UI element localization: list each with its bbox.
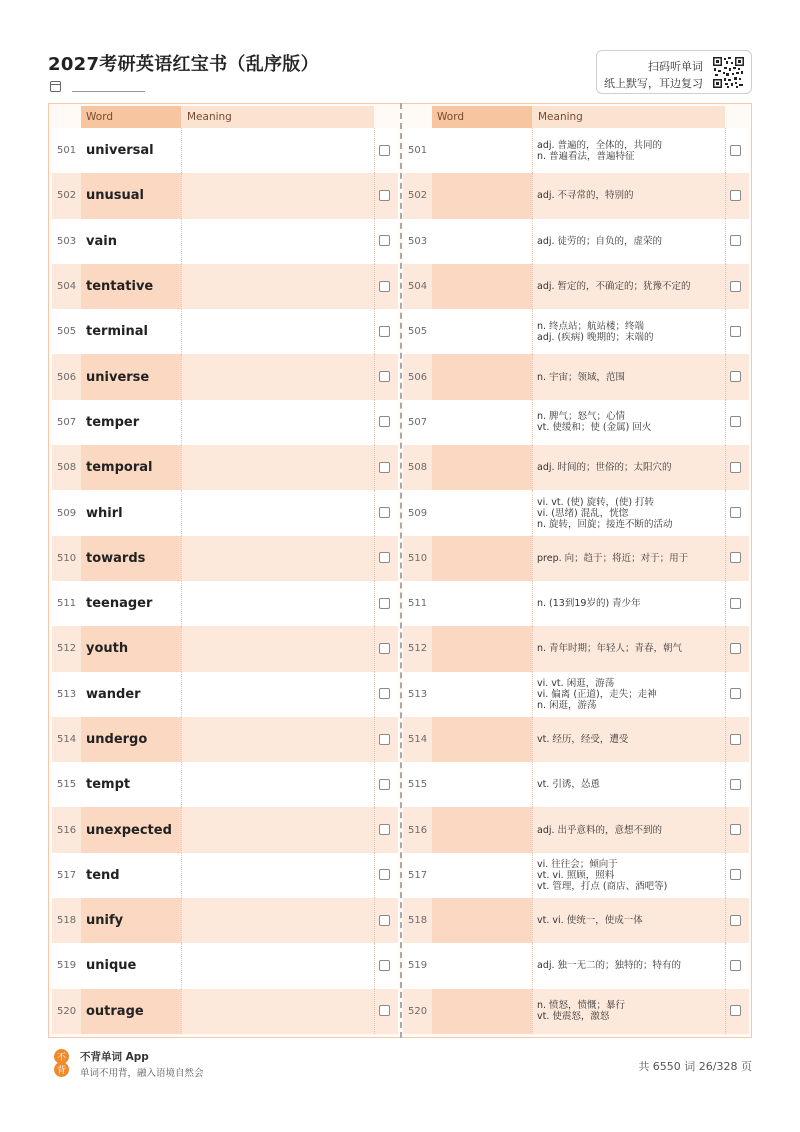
row-number: 520 <box>57 1005 77 1017</box>
qr-caption-line1: 扫码听单词 <box>648 60 703 73</box>
vocab-meaning <box>537 400 723 445</box>
checkbox[interactable] <box>730 734 741 745</box>
table-row <box>403 626 749 671</box>
row-number: 516 <box>408 824 428 836</box>
app-slogan: 单词不用背，融入语境自然会 <box>80 1068 204 1079</box>
row-number: 516 <box>57 824 77 836</box>
meaning-panel-header <box>403 106 749 128</box>
meaning-line: adj. 暂定的，不确定的；犹豫不定的 <box>537 281 691 293</box>
meaning-line: adj. 不寻常的，特别的 <box>537 190 634 202</box>
row-number: 507 <box>57 416 77 428</box>
vocab-word: terminal <box>86 324 148 340</box>
vocab-meaning <box>537 219 723 264</box>
checkbox[interactable] <box>730 824 741 835</box>
row-number: 514 <box>408 734 428 745</box>
table-row <box>403 490 749 535</box>
vocab-meaning <box>537 536 723 581</box>
vocab-meaning <box>537 309 723 354</box>
row-number: 515 <box>57 779 77 791</box>
table-row <box>52 264 398 309</box>
row-number: 513 <box>57 688 77 700</box>
vocab-meaning <box>537 264 723 309</box>
checkbox[interactable] <box>379 779 390 790</box>
meaning-line: vt. 经历，经受，遭受 <box>537 734 629 745</box>
row-number: 504 <box>408 281 428 293</box>
table-row <box>403 898 749 943</box>
vocab-word: tentative <box>86 279 154 295</box>
header-word: Word <box>86 111 113 123</box>
meaning-line: n. 脾气；怒气；心情 <box>537 411 626 423</box>
vocab-word: wander <box>86 686 141 702</box>
table-row <box>403 400 749 445</box>
checkbox[interactable] <box>730 371 741 382</box>
row-number: 503 <box>57 235 77 247</box>
meaning-line: adj. 出乎意料的，意想不到的 <box>537 824 663 836</box>
vocab-word: temporal <box>86 460 153 476</box>
vocab-word: teenager <box>86 596 153 612</box>
table-row <box>52 626 398 671</box>
meaning-line: vt. vi. 使统一，使成一体 <box>537 915 643 927</box>
vocab-meaning <box>537 445 723 490</box>
table-row <box>403 989 749 1034</box>
vocab-meaning <box>537 717 723 762</box>
row-number: 515 <box>408 779 428 791</box>
table-row <box>403 581 749 626</box>
qr-code-icon[interactable] <box>712 56 745 89</box>
vocab-meaning <box>537 898 723 943</box>
table-row <box>403 717 749 762</box>
row-number: 513 <box>408 688 428 700</box>
table-row <box>52 807 398 852</box>
meaning-line: n. 宇宙；领域，范围 <box>537 371 626 383</box>
checkbox[interactable] <box>379 688 390 699</box>
row-number: 511 <box>408 598 428 610</box>
table-row <box>403 354 749 399</box>
row-number: 512 <box>408 643 428 655</box>
vocab-meaning <box>537 173 723 218</box>
checkbox[interactable] <box>379 960 390 971</box>
meaning-line: adj. 时间的；世俗的；太阳穴的 <box>537 462 672 474</box>
calendar-icon <box>50 81 61 92</box>
checkbox[interactable] <box>379 235 390 246</box>
row-number: 512 <box>57 643 77 655</box>
meaning-line: n. 普遍看法，普遍特征 <box>537 150 635 162</box>
logo-char-1: 不 <box>56 1053 67 1063</box>
vocab-meaning <box>537 672 723 717</box>
word-panel-header <box>52 106 398 128</box>
meaning-line: n. 愤怒，愤慨；暴行 <box>537 1000 626 1012</box>
header-word: Word <box>437 111 464 123</box>
vocab-meaning <box>537 626 723 671</box>
table-row <box>403 445 749 490</box>
row-number: 505 <box>57 326 77 338</box>
vocab-word: temper <box>86 414 140 430</box>
table-row <box>403 309 749 354</box>
vocab-word: universal <box>86 143 154 159</box>
row-number: 509 <box>408 507 428 519</box>
meaning-line: n. 青年时期；年轻人；青春，朝气 <box>537 643 683 655</box>
checkbox[interactable] <box>379 190 390 201</box>
checkbox[interactable] <box>379 507 390 518</box>
meaning-line: vi. 往往会；倾向于 <box>537 858 618 870</box>
vocab-word: whirl <box>86 505 123 521</box>
meaning-line: vt. 使震怒，激怒 <box>537 1011 610 1023</box>
table-row <box>52 128 398 173</box>
table-row <box>52 445 398 490</box>
table-row <box>52 581 398 626</box>
table-row <box>403 807 749 852</box>
meaning-line: n. (13到19岁的) 青少年 <box>537 598 641 610</box>
row-number: 509 <box>57 507 77 519</box>
vocab-word: unify <box>86 913 124 929</box>
checkbox[interactable] <box>379 1005 390 1016</box>
row-number: 514 <box>57 734 77 745</box>
table-row <box>52 173 398 218</box>
table-row <box>52 943 398 988</box>
date-field <box>50 80 145 92</box>
checkbox[interactable] <box>379 145 390 156</box>
qr-card <box>596 50 752 94</box>
table-row <box>52 309 398 354</box>
row-number: 519 <box>57 960 77 972</box>
checkbox[interactable] <box>730 598 741 609</box>
date-blank-line[interactable] <box>72 80 145 92</box>
table-row <box>52 400 398 445</box>
meaning-line: vt. 引诱，怂恿 <box>537 779 600 791</box>
checkbox[interactable] <box>730 960 741 971</box>
meaning-line: n. 闲逛，游荡 <box>537 699 597 711</box>
row-number: 503 <box>408 235 428 247</box>
vocab-word: outrage <box>86 1003 144 1019</box>
app-name: 不背单词 App <box>80 1051 149 1063</box>
table-row <box>52 354 398 399</box>
row-number: 501 <box>57 145 77 157</box>
app-logo-icon <box>52 1049 71 1077</box>
checkbox[interactable] <box>730 462 741 473</box>
vocab-word: towards <box>86 550 146 566</box>
vocab-meaning <box>537 853 723 898</box>
checkbox[interactable] <box>730 688 741 699</box>
row-number: 518 <box>57 915 77 927</box>
table-row <box>52 989 398 1034</box>
meaning-line: adj. (疾病) 晚期的；末端的 <box>537 331 654 343</box>
row-number: 517 <box>57 869 77 881</box>
row-number: 505 <box>408 326 428 338</box>
table-row <box>403 264 749 309</box>
table-row <box>52 717 398 762</box>
checkbox[interactable] <box>379 326 390 337</box>
fold-divider <box>400 103 402 1038</box>
checkbox[interactable] <box>379 824 390 835</box>
qr-caption-line2: 纸上默写，耳边复习 <box>604 77 703 90</box>
checkbox[interactable] <box>379 371 390 382</box>
table-row <box>403 219 749 264</box>
checkbox[interactable] <box>730 416 741 427</box>
vocab-word: vain <box>86 233 117 249</box>
checkbox[interactable] <box>730 235 741 246</box>
row-number: 510 <box>57 552 77 564</box>
checkbox[interactable] <box>730 552 741 563</box>
vocab-meaning <box>537 354 723 399</box>
row-number: 501 <box>408 145 428 157</box>
row-number: 508 <box>408 462 428 474</box>
row-number: 508 <box>57 462 77 474</box>
checkbox[interactable] <box>379 281 390 292</box>
meaning-line: vi. (思绪) 混乱，恍惚 <box>537 507 629 519</box>
table-row <box>403 943 749 988</box>
table-row <box>403 173 749 218</box>
row-number: 504 <box>57 281 77 293</box>
vocab-word: unexpected <box>86 822 172 838</box>
meaning-line: vt. 管理，打点 (商店、酒吧等) <box>537 880 668 892</box>
meaning-line: adj. 独一无二的；独特的；特有的 <box>537 960 682 972</box>
vocab-word: universe <box>86 369 150 385</box>
table-row <box>52 898 398 943</box>
meaning-line: adj. 徒劳的；自负的，虚荣的 <box>537 235 663 247</box>
checkbox[interactable] <box>730 1005 741 1016</box>
table-row <box>52 490 398 535</box>
checkbox[interactable] <box>379 734 390 745</box>
checkbox[interactable] <box>730 869 741 880</box>
checkbox[interactable] <box>730 643 741 654</box>
checkbox[interactable] <box>379 462 390 473</box>
row-number: 510 <box>408 552 428 564</box>
checkbox[interactable] <box>379 869 390 880</box>
vocab-meaning <box>537 989 723 1034</box>
checkbox[interactable] <box>730 779 741 790</box>
row-number: 502 <box>57 190 77 202</box>
checkbox[interactable] <box>379 915 390 926</box>
row-number: 511 <box>57 598 77 610</box>
checkbox[interactable] <box>379 552 390 563</box>
checkbox[interactable] <box>730 915 741 926</box>
checkbox[interactable] <box>379 643 390 654</box>
checkbox[interactable] <box>379 416 390 427</box>
page-counter: 共 6550 词 26/328 页 <box>638 1060 752 1073</box>
meaning-line: n. 旋转，回旋；接连不断的活动 <box>537 518 673 530</box>
table-row <box>52 762 398 807</box>
vocab-word: youth <box>86 641 129 657</box>
meaning-line: prep. 向；趋于；将近；对于；用于 <box>537 552 689 564</box>
row-number: 520 <box>408 1005 428 1017</box>
meaning-line: n. 终点站；航站楼；终端 <box>537 320 645 332</box>
page-title: 2027考研英语红宝书（乱序版） <box>48 54 319 75</box>
meaning-line: adj. 普遍的，全体的，共同的 <box>537 139 663 151</box>
row-number: 517 <box>408 869 428 881</box>
table-row <box>403 536 749 581</box>
checkbox[interactable] <box>730 190 741 201</box>
header-meaning: Meaning <box>187 111 232 123</box>
vocab-word: tend <box>86 867 120 883</box>
table-row <box>403 853 749 898</box>
meaning-line: vt. 使缓和；使 (金属) 回火 <box>537 422 652 434</box>
word-panel <box>52 106 398 1034</box>
vocab-word: undergo <box>86 732 148 747</box>
row-number: 506 <box>57 371 77 383</box>
meaning-line: vi. 偏离 (正道)，走失；走神 <box>537 688 657 700</box>
row-number: 506 <box>408 371 428 383</box>
logo-char-2: 背 <box>56 1066 67 1076</box>
checkbox[interactable] <box>379 598 390 609</box>
table-row <box>403 672 749 717</box>
checkbox[interactable] <box>730 507 741 518</box>
vocab-meaning <box>537 807 723 852</box>
table-row <box>403 128 749 173</box>
checkbox[interactable] <box>730 145 741 156</box>
vocab-word: unusual <box>86 188 144 204</box>
table-row <box>52 219 398 264</box>
vocab-meaning <box>537 581 723 626</box>
vocab-meaning <box>537 762 723 807</box>
header-meaning: Meaning <box>538 111 583 123</box>
checkbox[interactable] <box>730 326 741 337</box>
row-number: 507 <box>408 416 428 428</box>
meaning-line: vi. vt. 闲逛，游荡 <box>537 677 615 689</box>
meaning-line: vt. vi. 照顾，照料 <box>537 869 615 881</box>
table-row <box>52 536 398 581</box>
table-row <box>52 853 398 898</box>
vocab-word: unique <box>86 958 137 974</box>
meaning-panel <box>403 106 749 1034</box>
row-number: 518 <box>408 915 428 927</box>
vocab-word: tempt <box>86 777 131 793</box>
meaning-line: vi. vt. (使) 旋转，(使) 打转 <box>537 496 655 508</box>
vocab-meaning <box>537 943 723 988</box>
vocab-meaning <box>537 128 723 173</box>
vocab-meaning <box>537 490 723 535</box>
table-row <box>403 762 749 807</box>
checkbox[interactable] <box>730 281 741 292</box>
row-number: 502 <box>408 190 428 202</box>
table-row <box>52 672 398 717</box>
row-number: 519 <box>408 960 428 972</box>
